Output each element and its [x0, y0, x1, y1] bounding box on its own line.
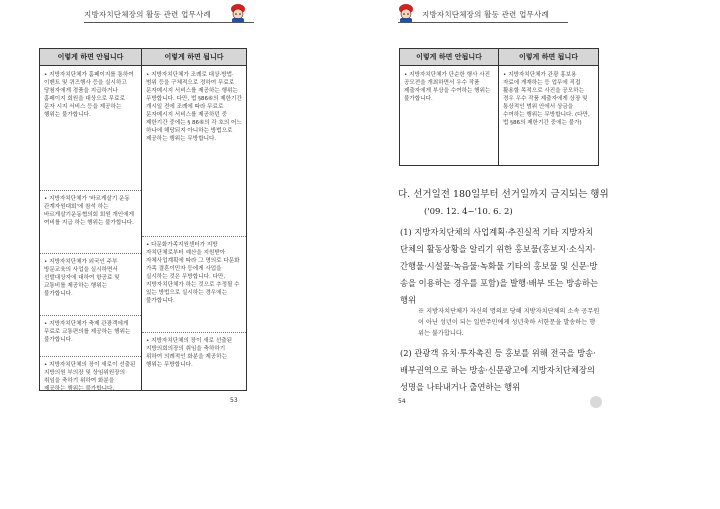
restricted-item: (1) 지방자치단체의 사업계획·추진실적 기타 지방자치단체의 활동상황을 알리기 위한 홍보물(홍보지·소식지·간행물·시설물·녹음물·녹화물 기타의 홍보물 및 신문·방송을 이용하는 경우를 포함)을 발행·배부 또는 방송하는 행위 — [400, 227, 599, 305]
allowed-item: • 지방자치단체의 장이 새로 선출된 지방의회의장의 취임을 축하하기 위하여 의례적인 화분을 제공하는 행위는 무방합니다. — [146, 338, 233, 368]
page-number: 53 — [230, 397, 238, 404]
allowed-item: • 다문화가족지원센터가 지방 자치단체로부터 예산을 지원받아 자체사업계획에 따라 그 명의로 다문화 가족 결혼이민자 등에게 사업을 실시하는 것은 무방합니다. 다만, 지방자치단체가 하는 것으로 추정될 수 있는 방법으로 실시하는 경우에는 불가합니다. — [146, 242, 240, 304]
page-tab-dot — [590, 396, 602, 408]
mascot-icon — [394, 2, 418, 24]
col-not-allowed — [400, 49, 499, 165]
row-divider — [40, 356, 141, 357]
col-not-allowed-header: 이렇게 하면 안됩니다 — [400, 49, 498, 66]
header-rule — [84, 22, 254, 23]
row-divider — [40, 190, 141, 191]
row-divider — [40, 253, 141, 254]
allowed-item: • 지방자치단체가 관광 홍보용 자료에 게재하는 등 업무에 직접 활용할 목적으로 사진을 공모하는 경우 우수 작품 제출자에게 상장 및 통상적인 범위 안에서 상금을 수여하는 행위는 무방합니다. (다만, 법 §86의 제한기간 중에는 불가) — [503, 72, 590, 126]
row-divider — [142, 236, 246, 237]
right-page — [360, 0, 720, 509]
row-divider — [40, 315, 141, 316]
col-allowed-header: 이렇게 하면 됩니다 — [142, 49, 246, 66]
col-allowed — [499, 49, 598, 165]
allowed-item: • 지방자치단체가 조례로 대상·방법·범위 등을 구체적으로 정하여 무료로 문자메시지 서비스를 제공하는 행위는 무방합니다. 다만, 법 §86⑥의 제한기간 개시일 전에 조례에 따라 무료로 문자메시지 서비스를 제공하던 중 제한기간 중에는 § 86⑥의 각 호의 어느 하나에 해당되지 아니하는 방법으로 제공하는 행위는 무방합니다. — [146, 72, 242, 142]
item-note: ※ 지방자치단체가 자신의 명의로 당해 지방자치단체의 소속 공무원이 아닌 성년이 되는 일반주민에게 성년축하 서한문을 발송하는 행위는 불가합니다. — [418, 308, 600, 337]
not-allowed-item: • 지방자치단체의 장이 새로이 선출된 지방의원 부의장 및 상임위원장의 취임을 축하기 위하여 화분을 제공하는 행위는 불가합니다. — [44, 362, 136, 392]
running-header: 지방자치단체장의 활동 관련 업무사례 — [422, 10, 549, 19]
not-allowed-item: • 지방자치단체가 '바르게살기 운동 관계자원대회'에 참석 하는 바르게살기운동협의회 회원 개인에게 여비를 지급 하는 행위는 불가합니다. — [44, 196, 135, 226]
not-allowed-item: • 지방자치단체가 외국인 주부 방문교육의 사업을 실시하면서 선발대상자에 대하여 항공료 및 교통비를 제공하는 행위는 불가합니다. — [44, 259, 120, 297]
example-table — [39, 48, 247, 391]
col-allowed — [142, 49, 246, 390]
mascot-icon — [226, 2, 250, 24]
col-not-allowed — [40, 49, 142, 390]
not-allowed-item: • 지방자치단체가 홈페이지를 통하여 이벤트 및 퀴즈행사 등을 실시하고 당첨자에게 경품을 지급하거나 홈페이지 회원을 대상으로 무료로 문자 시지 서비스 등을 제공하는 행위는 불가합니다. — [44, 72, 134, 118]
page-number: 54 — [398, 398, 406, 405]
not-allowed-item: • 지방자치단체가 축제 관광객에게 무료로 교통편의를 제공하는 행위는 불가합니다. — [44, 321, 131, 343]
col-not-allowed-header: 이렇게 하면 안됩니다 — [40, 49, 141, 66]
row-divider — [142, 332, 246, 333]
running-header: 지방자치단체장의 활동 관련 업무사례 — [84, 10, 211, 19]
col-allowed-header: 이렇게 하면 됩니다 — [499, 49, 598, 66]
section-period: ('09. 12. 4~'10. 6. 2) — [424, 207, 513, 217]
header-rule — [398, 22, 568, 23]
not-allowed-item: • 지방자치단체가 단순한 행사 사진 공모전을 개최하면서 우수 작품 제출자에게 부상을 수여하는 행위는 불가합니다. — [404, 72, 491, 102]
section-title: 다. 선거일전 180일부터 선거일까지 금지되는 행위 — [398, 189, 609, 200]
example-table — [399, 48, 599, 166]
restricted-item: (2) 관광객 유치·투자촉진 등 홍보를 위해 전국을 방송·배부권역으로 하는 방송·신문광고에 지방자치단체장의 성명을 나타내거나 출연하는 행위 — [400, 348, 596, 392]
